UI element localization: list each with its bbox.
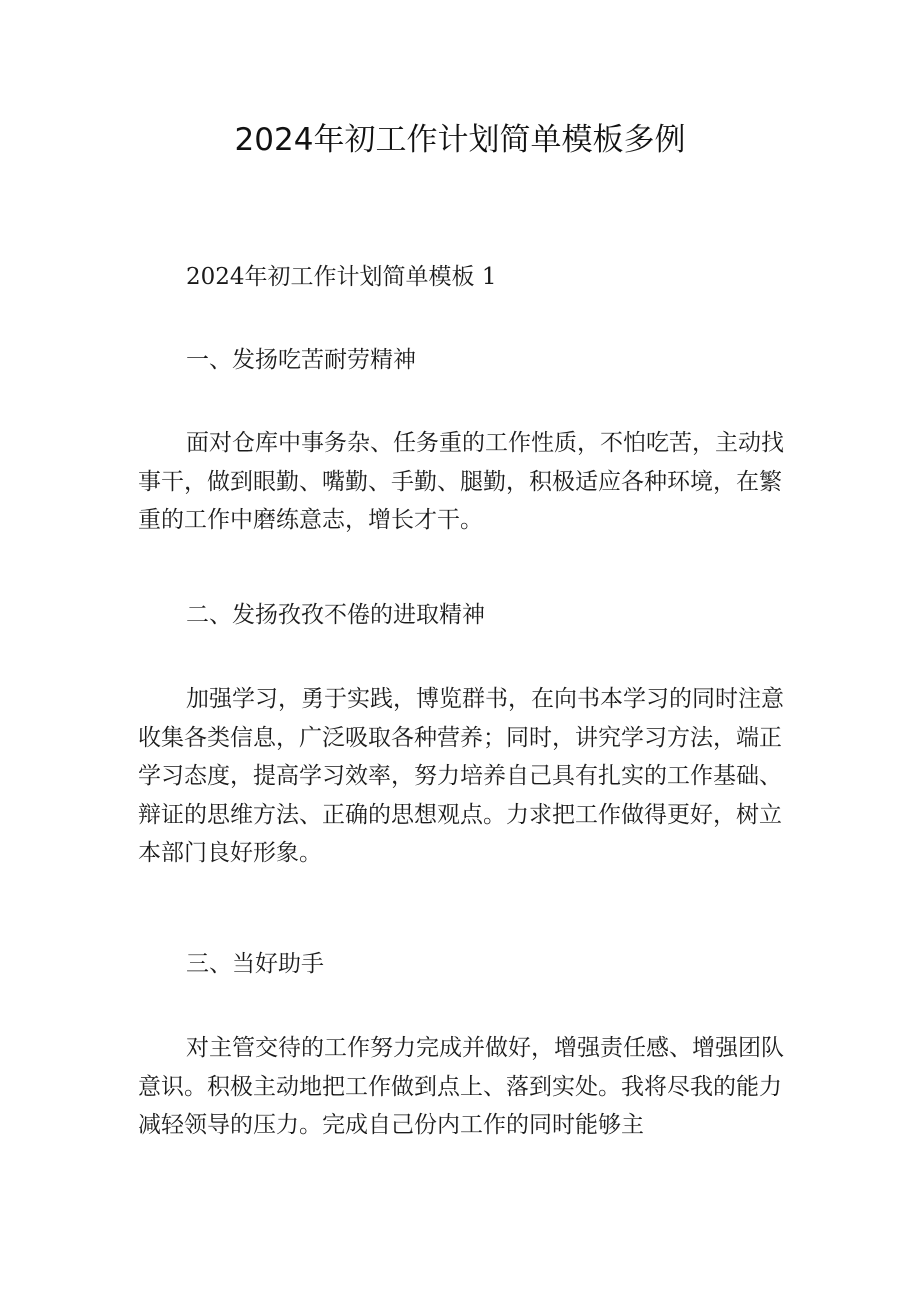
paragraph-line: 事干，做到眼勤、嘴勤、手勤、腿勤，积极适应各种环境，在繁 [138, 468, 782, 495]
section-paragraph-1 [138, 424, 798, 540]
document-title: 2024年初工作计划简单模板多例 [234, 122, 686, 158]
paragraph-line: 面对仓库中事务杂、任务重的工作性质，不怕吃苦，主动找 [186, 430, 784, 456]
section-paragraph-2 [138, 680, 798, 873]
section-heading-3: 三、当好助手 [186, 951, 324, 977]
paragraph-line: 辩证的思维方法、正确的思想观点。力求把工作做得更好，树立 [138, 801, 782, 828]
paragraph-line: 加强学习，勇于实践，博览群书，在向书本学习的同时注意 [186, 686, 784, 712]
template-subtitle: 2024年初工作计划简单模板 1 [186, 264, 497, 290]
section-heading-2: 二、发扬孜孜不倦的进取精神 [186, 602, 485, 628]
paragraph-line: 本部门良好形象。 [138, 840, 322, 866]
paragraph-line: 对主管交待的工作努力完成并做好，增强责任感、增强团队 [186, 1035, 784, 1061]
section-paragraph-3 [138, 1029, 798, 1145]
section-heading-1: 一、发扬吃苦耐劳精神 [186, 347, 416, 373]
paragraph-line: 收集各类信息，广泛吸取各种营养；同时，讲究学习方法，端正 [138, 724, 782, 751]
paragraph-line: 重的工作中磨练意志，增长才干。 [138, 507, 483, 533]
paragraph-line: 学习态度，提高学习效率，努力培养自己具有扎实的工作基础、 [138, 763, 782, 789]
paragraph-line: 减轻领导的压力。完成自己份内工作的同时能够主 [138, 1112, 644, 1138]
paragraph-line: 意识。积极主动地把工作做到点上、落到实处。我将尽我的能力 [138, 1073, 782, 1100]
